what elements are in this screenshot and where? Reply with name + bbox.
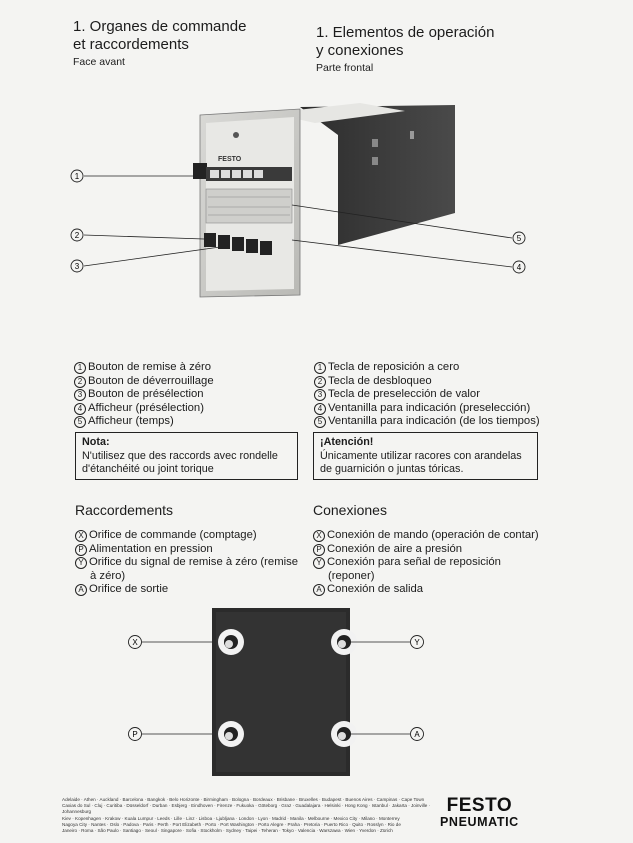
fr-title-line-1: 1. Organes de commande	[73, 18, 247, 35]
item-text: Conexión de aire a presión	[327, 542, 463, 555]
unlock-button[interactable]	[204, 233, 216, 247]
item-text: Ventanilla para indicación (preselección)	[328, 401, 531, 414]
svg-text:A: A	[414, 730, 420, 739]
port-label-a	[411, 728, 424, 741]
port-symbol: P	[75, 544, 87, 556]
item-text: Orifice de sortie	[89, 583, 169, 596]
item-text: Tecla de preselección de valor	[328, 388, 480, 401]
callout-3	[71, 260, 83, 272]
rear-ports-diagram	[120, 600, 440, 780]
item-number: 5	[74, 416, 86, 428]
es-component-list	[314, 361, 554, 429]
port-x	[218, 629, 244, 655]
port-symbol: X	[75, 530, 87, 542]
list-item	[313, 583, 553, 597]
callout-1	[71, 170, 83, 182]
list-item	[314, 415, 554, 429]
es-subtitle: Parte frontal	[316, 62, 374, 74]
front-panel-illustration	[60, 95, 540, 315]
port-symbol: Y	[313, 557, 325, 569]
item-text: Afficheur (temps)	[88, 415, 174, 428]
list-item	[74, 415, 304, 429]
es-note-title: ¡Atención!	[320, 436, 374, 448]
display-digit	[210, 170, 219, 178]
footer-cities-line: Adelaide · Athen · Auckland · Barcelona · Bangkok · Belo Horizonte · Birmingham · Bologna · Bordeaux · Brisbane · Bruxelles · Budapest · Buenos Aires · Campinas · Cape Town	[62, 797, 425, 802]
panel-brand-label: FESTO	[218, 156, 242, 163]
fr-note-box	[75, 432, 298, 480]
list-item	[75, 543, 305, 557]
list-item	[74, 388, 304, 402]
list-item	[313, 556, 553, 570]
list-item	[313, 529, 553, 543]
port-label-p	[129, 728, 142, 741]
es-connections-list	[313, 529, 553, 597]
callout-2	[71, 229, 83, 241]
callout-5	[513, 232, 525, 244]
svg-text:P: P	[132, 730, 138, 739]
port-symbol: A	[75, 584, 87, 596]
callout-line-2	[84, 235, 204, 239]
display-digit	[232, 170, 241, 178]
svg-text:3: 3	[74, 262, 80, 271]
reset-button[interactable]	[193, 163, 207, 179]
svg-text:1: 1	[74, 172, 80, 181]
display-digit	[221, 170, 230, 178]
port-p	[218, 721, 244, 747]
list-item	[314, 402, 554, 416]
fr-note-line-1: N'utilisez que des raccords avec rondelle	[82, 449, 278, 462]
housing-body	[300, 105, 455, 245]
preset-button[interactable]	[246, 239, 258, 253]
callout-4	[513, 261, 525, 273]
item-number: 2	[314, 376, 326, 388]
item-text: Tecla de desbloqueo	[328, 374, 432, 387]
item-number: 4	[314, 403, 326, 415]
festo-logo-text: FESTO	[446, 795, 513, 816]
svg-text:4: 4	[516, 263, 522, 272]
footer-cities-line: Kiev · Kopenhagen · Krakow · Kuala Lumpur · Leeds · Lille · Linz · Lisboa · Ljubljana · London · Lyon · Madrid · Manila · Melbourne · Mexico City · Milano · Monterrey	[62, 815, 400, 821]
svg-text:2: 2	[74, 231, 80, 240]
fr-note-line-2: d'étanchéité ou joint torique	[82, 463, 214, 475]
svg-text:Y: Y	[414, 638, 420, 647]
list-item	[75, 583, 305, 597]
list-item	[74, 402, 304, 416]
item-number: 1	[314, 362, 326, 374]
item-number: 4	[74, 403, 86, 415]
item-text: Afficheur (présélection)	[88, 401, 204, 414]
port-symbol: A	[313, 584, 325, 596]
item-text: Conexión para señal de reposición	[327, 556, 501, 569]
list-item	[314, 361, 554, 375]
footer-cities-line: Janeiro · Roma · São Paulo · Santiago · Seoul · Singapore · Sofia · Stockholm · Sydney · Taipei · Teheran · Tokyo · Valencia · Warszawa · Wien · Yverdon · Zürich	[62, 828, 393, 834]
item-text: Bouton de déverrouillage	[88, 374, 214, 387]
preset-display	[206, 189, 292, 223]
item-text: Alimentation en pression	[89, 542, 213, 555]
list-item	[75, 556, 305, 570]
list-item	[313, 543, 553, 557]
port-symbol: Y	[75, 557, 87, 569]
es-title-line-2: y conexiones	[316, 42, 404, 59]
fr-subtitle: Face avant	[73, 56, 125, 68]
port-label-x	[129, 636, 142, 649]
preset-button[interactable]	[260, 241, 272, 255]
es-note-box	[313, 432, 538, 480]
fr-title-line-2: et raccordements	[73, 36, 189, 53]
item-text: Bouton de remise à zéro	[88, 361, 212, 373]
list-item	[74, 375, 304, 389]
housing-slot	[372, 139, 378, 147]
item-text: Orifice de commande (comptage)	[89, 529, 257, 541]
port-label-y	[411, 636, 424, 649]
es-note-line-2: de guarnición o juntas tóricas.	[320, 463, 464, 475]
es-section-title	[316, 24, 494, 75]
festo-logo-subtext: PNEUMATIC	[440, 815, 519, 829]
footer-cities-line: Caxias do Sul · Cluj · Curitiba · Düsseldorf · Durban · Esbjerg · Eindhoven · Firenze · Fukuoka · Göteborg · Graz · Guadalajara · Helsinki · Hong Kong · Istanbul · Jakarta · Joinville · Johannesburg	[62, 803, 431, 815]
item-number: 2	[74, 376, 86, 388]
list-item	[314, 388, 554, 402]
preset-button[interactable]	[232, 237, 244, 251]
list-item	[74, 361, 304, 375]
display-digit	[243, 170, 252, 178]
item-text: Conexión de salida	[327, 583, 424, 596]
port-symbol: X	[313, 530, 325, 542]
item-text: Ventanilla para indicación (de los tiempos)	[328, 415, 540, 428]
fr-section-title	[73, 18, 246, 69]
es-title-line-1: 1. Elementos de operación	[316, 24, 495, 41]
footer-cities	[62, 797, 432, 834]
item-text: Orifice du signal de remise à zéro (remise	[89, 556, 299, 569]
svg-text:5: 5	[516, 234, 522, 243]
list-item	[75, 529, 305, 543]
item-number: 5	[314, 416, 326, 428]
panel-screw	[233, 132, 239, 138]
item-number: 1	[74, 362, 86, 374]
fr-connections-heading: Raccordements	[75, 502, 174, 518]
festo-logo	[440, 796, 519, 829]
list-item	[314, 375, 554, 389]
item-text: Conexión de mando (operación de contar)	[327, 529, 539, 541]
es-connections-heading: Conexiones	[313, 502, 387, 518]
callout-line-4	[292, 240, 512, 267]
display-digit	[254, 170, 263, 178]
port-symbol: P	[313, 544, 325, 556]
housing-slot	[410, 131, 414, 139]
item-text: Tecla de reposición a cero	[328, 361, 460, 373]
fr-connections-list	[75, 529, 305, 597]
item-text-continued: à zéro)	[90, 569, 126, 582]
item-text: Bouton de présélection	[88, 388, 204, 401]
es-note-line-1: Únicamente utilizar racores con arandelas	[320, 449, 522, 462]
svg-text:X: X	[132, 638, 138, 647]
footer-cities-line: Nagoya City · Nantes · Oslo · Padova · Paris · Perth · Port Elizabeth · Porto · Port Washington · Porto Alegre · Praha · Pretoria · Puerto Rico · Quito · Rosslyn · Rio de	[62, 821, 401, 827]
housing-slot	[372, 157, 378, 165]
fr-note-title: Nota:	[82, 436, 110, 448]
fr-component-list	[74, 361, 304, 429]
item-text-continued: (reponer)	[328, 569, 375, 582]
item-number: 3	[314, 389, 326, 401]
item-number: 3	[74, 389, 86, 401]
